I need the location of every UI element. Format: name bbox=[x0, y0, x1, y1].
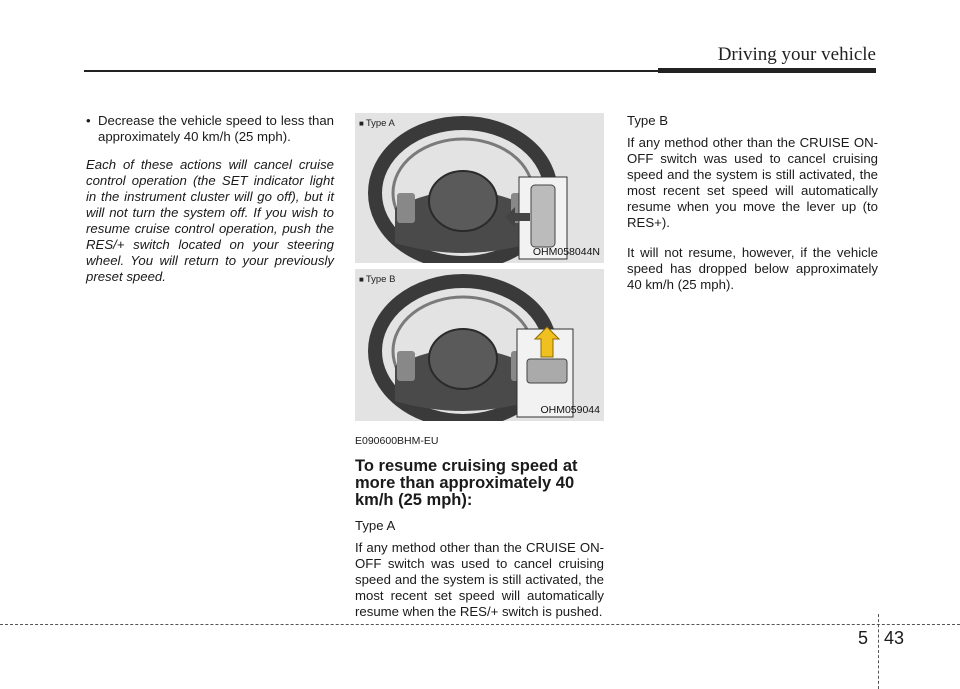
subhead-type-a: Type A bbox=[355, 518, 396, 533]
steering-wheel-type-a-illustration bbox=[355, 113, 604, 263]
subhead-type-b: Type B bbox=[627, 113, 669, 128]
paragraph-type-b: If any method other than the CRUISE ON-OFF switch was used to cancel cruising speed and the system is still activated, the most recent set speed will automatically resume when you move the lever up (to RES+). bbox=[627, 135, 878, 230]
section-code: E090600BHM-EU bbox=[355, 435, 439, 447]
page-number: 43 bbox=[884, 628, 905, 648]
figure-code: OHM058044N bbox=[532, 246, 600, 258]
column-left bbox=[86, 113, 334, 285]
bullet-dot-icon: • bbox=[86, 113, 91, 128]
cancel-note: Each of these actions will cancel cruise control operation (the SET indicator light in the instrument cluster will go off), but it will not turn the system off. If you wish to resume cruise control operation, push the RES/+ switch located on your steering wheel. You will return to your previously preset speed. bbox=[86, 157, 334, 284]
figure-type-a bbox=[355, 113, 604, 263]
column-middle bbox=[355, 113, 604, 620]
footer-divider bbox=[878, 614, 879, 689]
paragraph-resume-limit: It will not resume, however, if the vehicle speed has dropped below approximately 40 km/h (25 mph). bbox=[627, 245, 878, 292]
steering-wheel-type-b-illustration bbox=[355, 269, 604, 421]
bullet-item bbox=[86, 113, 334, 145]
bullet-text: Decrease the vehicle speed to less than approximately 40 km/h (25 mph). bbox=[98, 113, 334, 144]
paragraph-type-a: If any method other than the CRUISE ON-OFF switch was used to cancel cruising speed and the system is still activated, the most recent set speed will automatically resume when the RES/+ switch is pushed. bbox=[355, 540, 604, 619]
footer-rule bbox=[0, 624, 960, 625]
figure-label: ■ Type B bbox=[359, 274, 396, 285]
figure-type-b bbox=[355, 269, 604, 421]
chapter-number: 5 bbox=[858, 628, 869, 648]
section-heading: To resume cruising speed at more than approximately 40 km/h (25 mph): bbox=[355, 457, 578, 509]
header-rule-thin bbox=[84, 70, 658, 72]
figure-code: OHM059044 bbox=[540, 404, 600, 416]
column-right bbox=[627, 113, 878, 293]
header-rule-thick bbox=[658, 68, 876, 73]
figure-label: ■ Type A bbox=[359, 118, 395, 129]
chapter-title: Driving your vehicle bbox=[717, 44, 876, 65]
square-bullet-icon: ■ bbox=[359, 119, 364, 128]
square-bullet-icon: ■ bbox=[359, 275, 364, 284]
